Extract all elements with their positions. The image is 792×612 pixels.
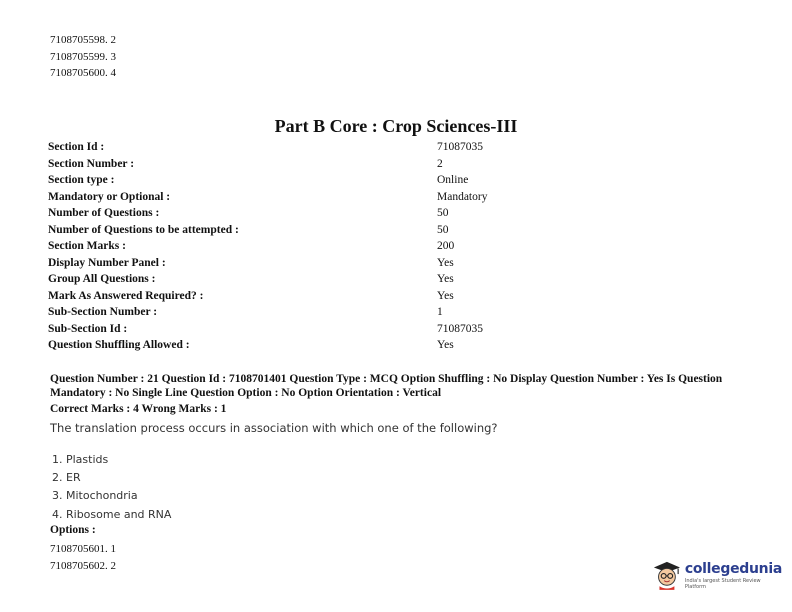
collegedunia-logo xyxy=(652,556,782,594)
section-title: Part B Core : Crop Sciences-III xyxy=(274,116,518,136)
options-label: Options : xyxy=(50,524,96,536)
section-info-table xyxy=(48,139,568,354)
info-key: Sub-Section Id : xyxy=(48,322,128,335)
logo-text xyxy=(685,561,782,590)
section-info-row xyxy=(48,139,568,156)
info-key: Section Id : xyxy=(48,141,105,153)
section-info-row xyxy=(48,238,568,255)
info-value: Mandatory xyxy=(437,190,488,203)
info-key: Number of Questions to be attempted : xyxy=(48,223,239,236)
info-key: Sub-Section Number : xyxy=(48,306,158,318)
info-key: Section Marks : xyxy=(48,240,126,252)
answer-choice: 4. Ribosome and RNA xyxy=(52,507,172,521)
section-info-row xyxy=(48,189,568,206)
info-value: Yes xyxy=(437,339,454,351)
info-value: 1 xyxy=(437,306,443,318)
info-value: 50 xyxy=(437,207,449,219)
info-key: Section Number : xyxy=(48,157,135,170)
info-value: 50 xyxy=(437,223,449,236)
info-key: Display Number Panel : xyxy=(48,256,166,269)
info-key: Number of Questions : xyxy=(48,207,160,219)
info-key: Question Shuffling Allowed : xyxy=(48,339,190,351)
info-key: Mark As Answered Required? : xyxy=(48,289,204,302)
section-info-row xyxy=(48,172,568,189)
info-value: 71087035 xyxy=(437,141,483,153)
info-key: Group All Questions : xyxy=(48,273,156,285)
question-header: Question Number : 21 Question Id : 7108701401 Question Type : MCQ Option Shuffling : No Display Question Number : Yes Is Question Mandatory : No Single Line Question Option : No Option Orientation : Vertical xyxy=(50,373,723,399)
info-value: 200 xyxy=(437,240,455,252)
answer-choices xyxy=(52,451,171,524)
logo-tagline: India's largest Student Review Platform xyxy=(684,577,761,590)
question-marks: Correct Marks : 4 Wrong Marks : 1 xyxy=(50,403,227,415)
section-info-row xyxy=(48,205,568,222)
info-value: Online xyxy=(437,174,469,186)
option-id-list xyxy=(50,541,116,574)
student-mascot-icon xyxy=(652,559,682,591)
section-info-row xyxy=(48,255,568,272)
answer-choice: 2. ER xyxy=(52,471,81,485)
info-key: Section type : xyxy=(48,174,115,186)
section-info-row xyxy=(48,156,568,173)
info-value: Yes xyxy=(437,256,454,269)
section-info-row xyxy=(48,288,568,305)
info-value: 71087035 xyxy=(437,322,483,335)
section-info-row xyxy=(48,222,568,239)
logo-name: collegedunia xyxy=(684,560,782,577)
option-id-line: 7108705600. 4 xyxy=(50,67,116,79)
section-info-row xyxy=(48,304,568,321)
section-info-row xyxy=(48,321,568,338)
info-value: 2 xyxy=(437,157,443,170)
option-id-line: 7108705599. 3 xyxy=(50,50,116,63)
option-id-line: 7108705602. 2 xyxy=(50,559,116,572)
info-value: Yes xyxy=(437,273,454,285)
section-info-row xyxy=(48,337,568,354)
info-key: Mandatory or Optional : xyxy=(48,190,171,203)
option-id-line: 7108705598. 2 xyxy=(50,34,116,46)
section-info-row xyxy=(48,271,568,288)
info-value: Yes xyxy=(437,289,454,302)
top-option-list xyxy=(50,32,116,82)
answer-choice: 3. Mitochondria xyxy=(52,489,138,503)
question-text: The translation process occurs in association with which one of the following? xyxy=(50,421,498,435)
option-id-line: 7108705601. 1 xyxy=(50,543,116,555)
answer-choice: 1. Plastids xyxy=(52,453,109,466)
